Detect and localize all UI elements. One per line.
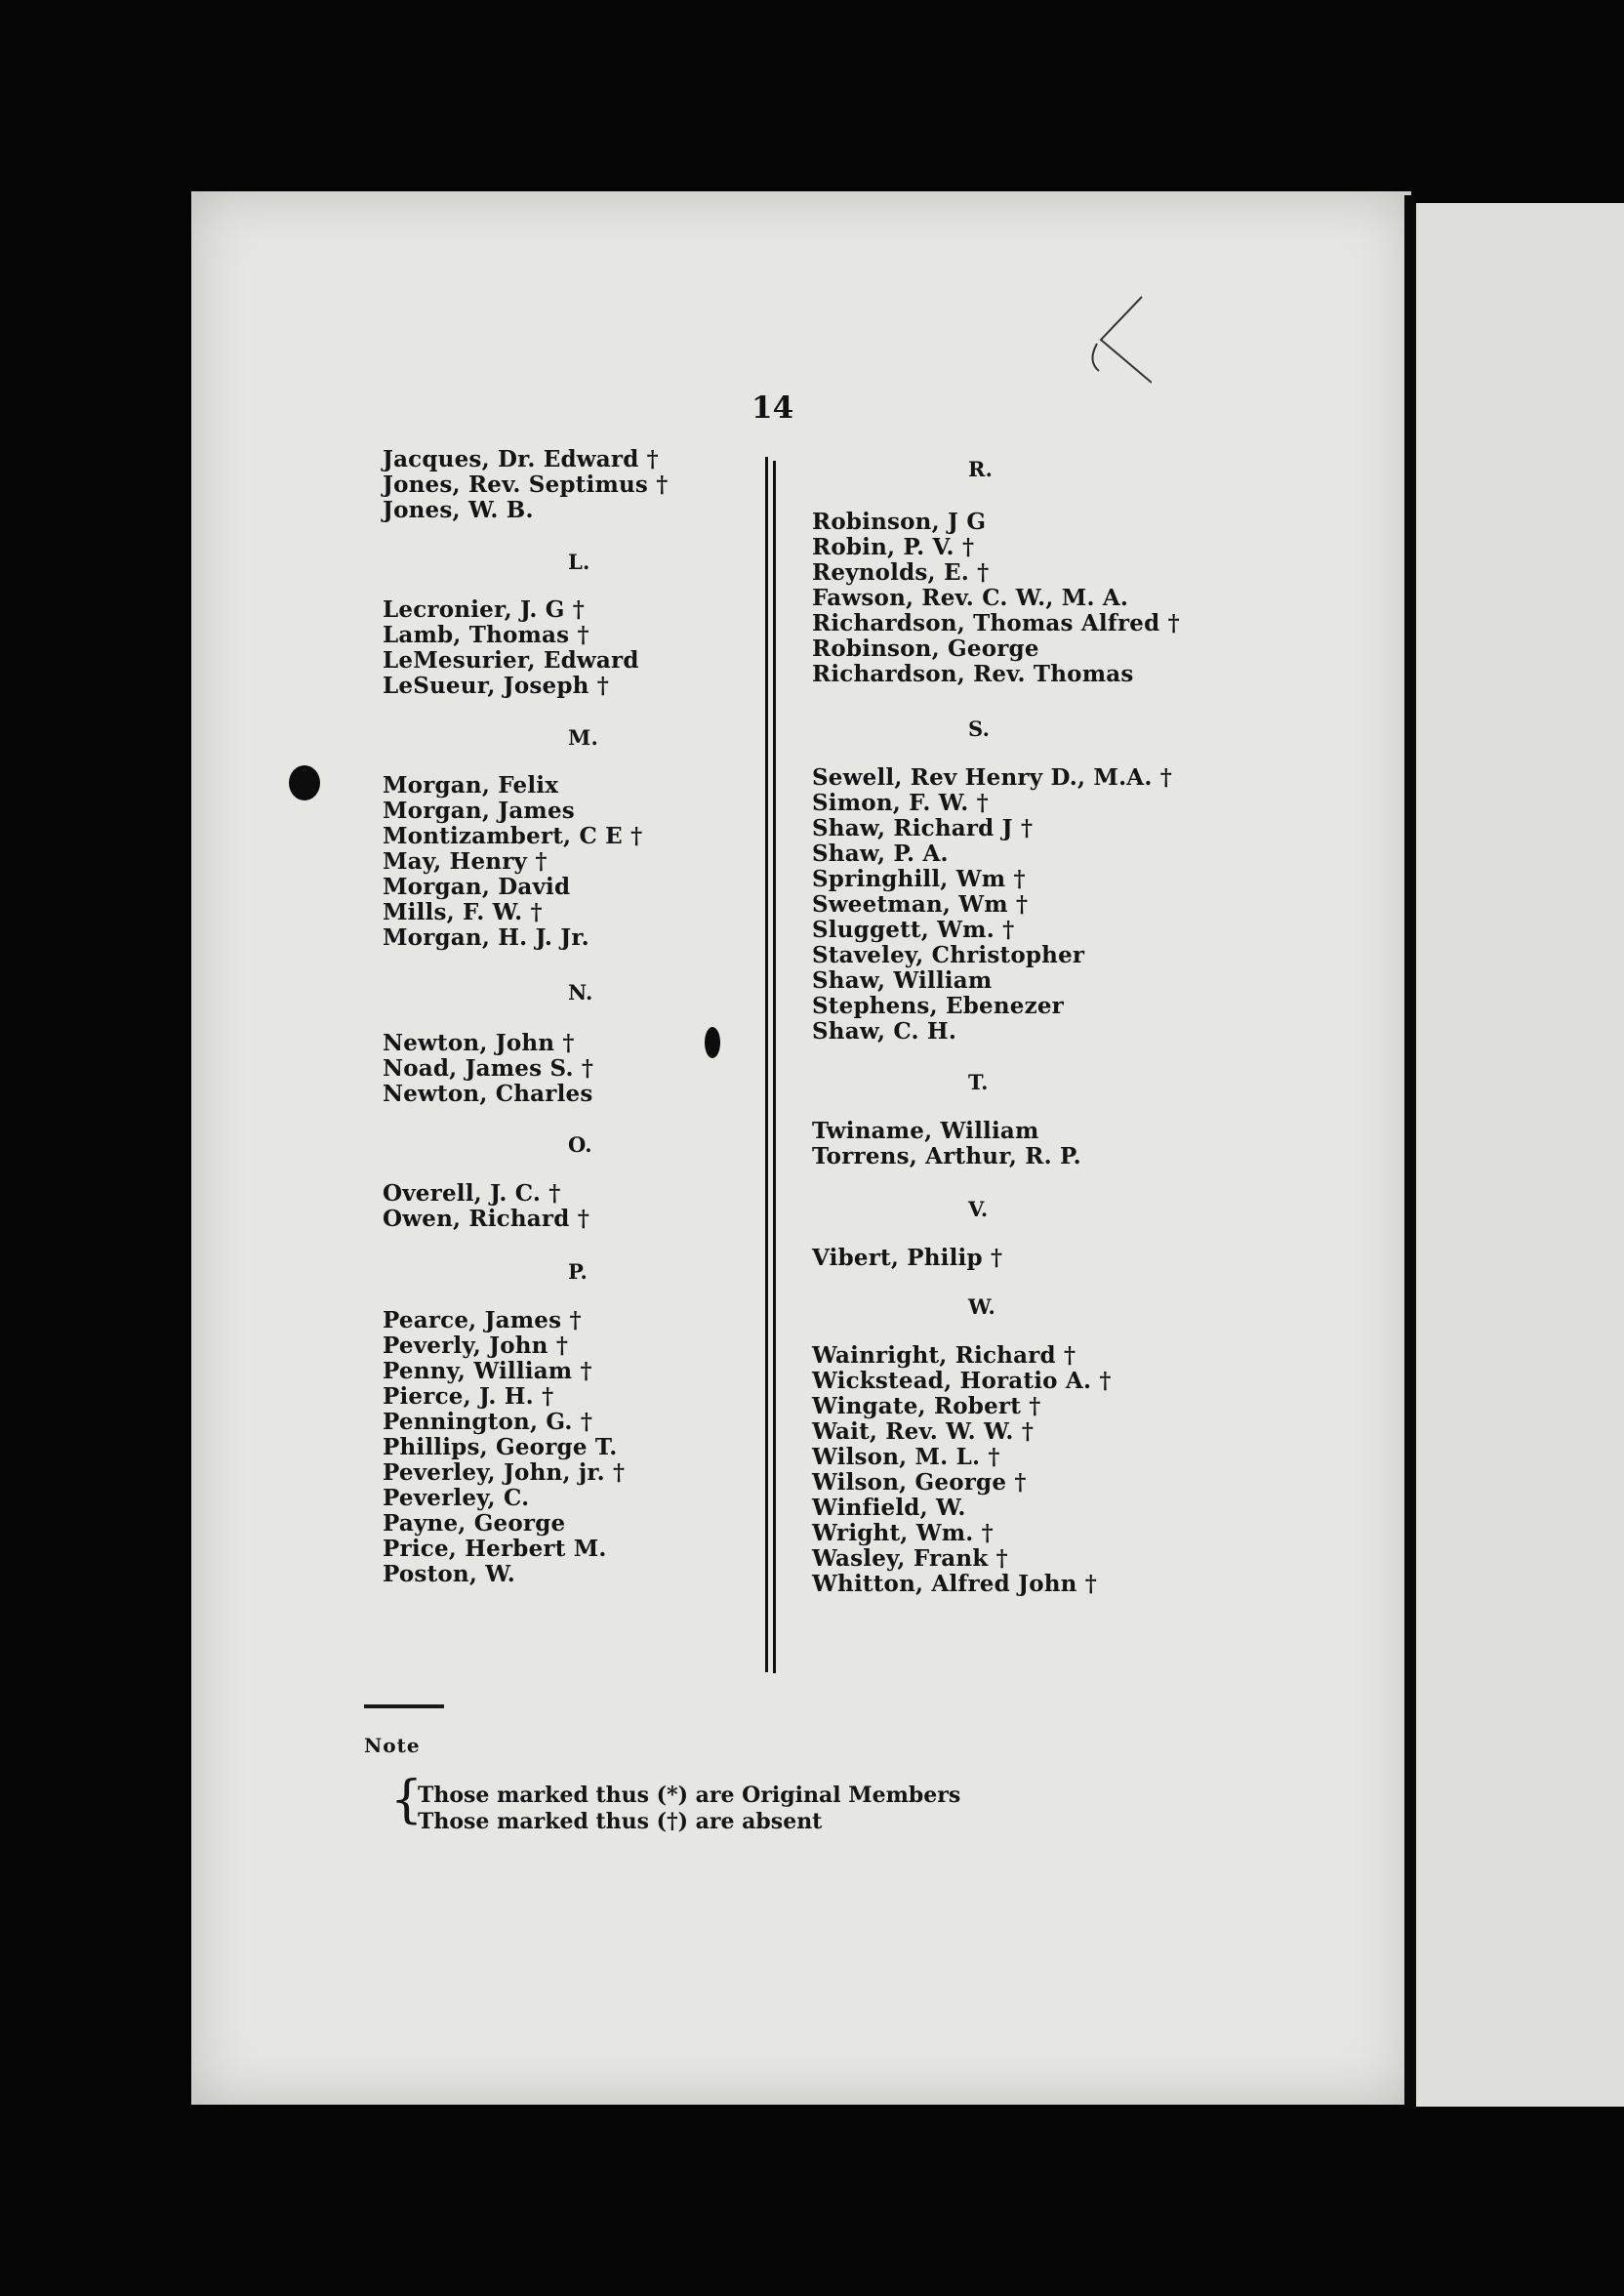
- member-entry: Richardson, Rev. Thomas: [812, 661, 1134, 687]
- adjacent-page-strip: [1416, 203, 1624, 2107]
- member-entry: Vibert, Philip †: [812, 1245, 1003, 1271]
- member-entry: May, Henry †: [383, 848, 548, 875]
- member-entry: Wilson, George †: [812, 1469, 1027, 1496]
- brace-icon: {: [390, 1771, 424, 1829]
- member-entry: Morgan, David: [383, 874, 571, 900]
- member-entry: Wilson, M. L. †: [812, 1444, 1000, 1470]
- member-entry: Springhill, Wm †: [812, 866, 1026, 892]
- member-entry: Wingate, Robert †: [812, 1393, 1041, 1419]
- member-entry: Wait, Rev. W. W. †: [812, 1418, 1035, 1445]
- member-entry: Sweetman, Wm †: [812, 891, 1029, 918]
- member-entry: Lecronier, J. G †: [383, 596, 586, 623]
- member-entry: Wainright, Richard †: [812, 1342, 1076, 1369]
- section-letter: N.: [568, 980, 593, 1004]
- member-entry: Shaw, William: [812, 967, 993, 994]
- ink-spot: [705, 1027, 720, 1058]
- member-entry: Montizambert, C E †: [383, 823, 643, 849]
- member-entry: Morgan, Felix: [383, 772, 559, 799]
- member-entry: Pierce, J. H. †: [383, 1383, 554, 1410]
- member-entry: Pennington, G. †: [383, 1409, 593, 1435]
- column-divider-right: [773, 461, 776, 1673]
- member-entry: Jones, W. B.: [383, 497, 534, 523]
- member-entry: Sewell, Rev Henry D., M.A. †: [812, 764, 1172, 791]
- member-entry: Penny, William †: [383, 1358, 592, 1384]
- member-entry: Wright, Wm. †: [812, 1520, 994, 1546]
- member-entry: Wasley, Frank †: [812, 1545, 1008, 1572]
- member-entry: Newton, Charles: [383, 1081, 593, 1107]
- note-line: Those marked thus (*) are Original Members: [418, 1783, 961, 1808]
- section-letter: R.: [968, 457, 994, 481]
- section-letter: M.: [568, 725, 598, 750]
- member-entry: Poston, W.: [383, 1561, 515, 1587]
- member-entry: Shaw, Richard J †: [812, 815, 1034, 841]
- section-letter: V.: [968, 1197, 989, 1221]
- member-entry: Overell, J. C. †: [383, 1180, 561, 1207]
- note-rule: [364, 1704, 444, 1708]
- member-entry: Richardson, Thomas Alfred †: [812, 610, 1180, 636]
- section-letter: T.: [968, 1070, 989, 1094]
- section-letter: P.: [568, 1259, 589, 1284]
- column-divider-left: [765, 457, 768, 1672]
- pencil-mark-icon: [1083, 293, 1152, 390]
- member-entry: Jones, Rev. Septimus †: [383, 472, 669, 498]
- member-entry: Torrens, Arthur, R. P.: [812, 1143, 1081, 1169]
- member-entry: Robin, P. V. †: [812, 534, 975, 560]
- member-entry: LeMesurier, Edward: [383, 647, 639, 674]
- member-entry: Winfield, W.: [812, 1495, 966, 1521]
- member-entry: Morgan, H. J. Jr.: [383, 924, 589, 951]
- member-entry: Pearce, James †: [383, 1307, 582, 1333]
- member-entry: LeSueur, Joseph †: [383, 673, 609, 699]
- member-entry: Morgan, James: [383, 798, 575, 824]
- member-entry: Lamb, Thomas †: [383, 622, 589, 648]
- member-entry: Price, Herbert M.: [383, 1536, 607, 1562]
- section-letter: W.: [968, 1294, 996, 1319]
- member-entry: Fawson, Rev. C. W., M. A.: [812, 585, 1129, 611]
- member-entry: Simon, F. W. †: [812, 790, 989, 816]
- member-entry: Robinson, George: [812, 636, 1039, 662]
- member-entry: Mills, F. W. †: [383, 899, 543, 925]
- member-entry: Staveley, Christopher: [812, 942, 1085, 968]
- member-entry: Sluggett, Wm. †: [812, 917, 1015, 943]
- note-line: Those marked thus (†) are absent: [418, 1809, 823, 1834]
- member-entry: Shaw, C. H.: [812, 1018, 957, 1045]
- member-entry: Wickstead, Horatio A. †: [812, 1368, 1112, 1394]
- member-entry: Robinson, J G: [812, 509, 987, 535]
- member-entry: Whitton, Alfred John †: [812, 1571, 1098, 1597]
- member-entry: Stephens, Ebenezer: [812, 993, 1065, 1019]
- member-entry: Twiname, William: [812, 1118, 1039, 1144]
- member-entry: Jacques, Dr. Edward †: [383, 446, 659, 472]
- page-number: 14: [751, 390, 794, 426]
- note-label: Note: [364, 1734, 421, 1757]
- member-entry: Peverley, C.: [383, 1485, 530, 1511]
- member-entry: Shaw, P. A.: [812, 840, 949, 867]
- member-entry: Peverly, John †: [383, 1332, 569, 1359]
- member-entry: Phillips, George T.: [383, 1434, 618, 1460]
- member-entry: Payne, George: [383, 1510, 566, 1537]
- section-letter: O.: [568, 1132, 592, 1157]
- member-entry: Newton, John †: [383, 1030, 575, 1056]
- section-letter: S.: [968, 717, 991, 741]
- member-entry: Noad, James S. †: [383, 1055, 594, 1082]
- member-entry: Owen, Richard †: [383, 1206, 589, 1232]
- page-edge-divider: [1404, 195, 1416, 2109]
- member-entry: Reynolds, E. †: [812, 559, 990, 586]
- section-letter: L.: [568, 550, 590, 574]
- member-entry: Peverley, John, jr. †: [383, 1459, 626, 1486]
- ink-blot: [289, 765, 320, 800]
